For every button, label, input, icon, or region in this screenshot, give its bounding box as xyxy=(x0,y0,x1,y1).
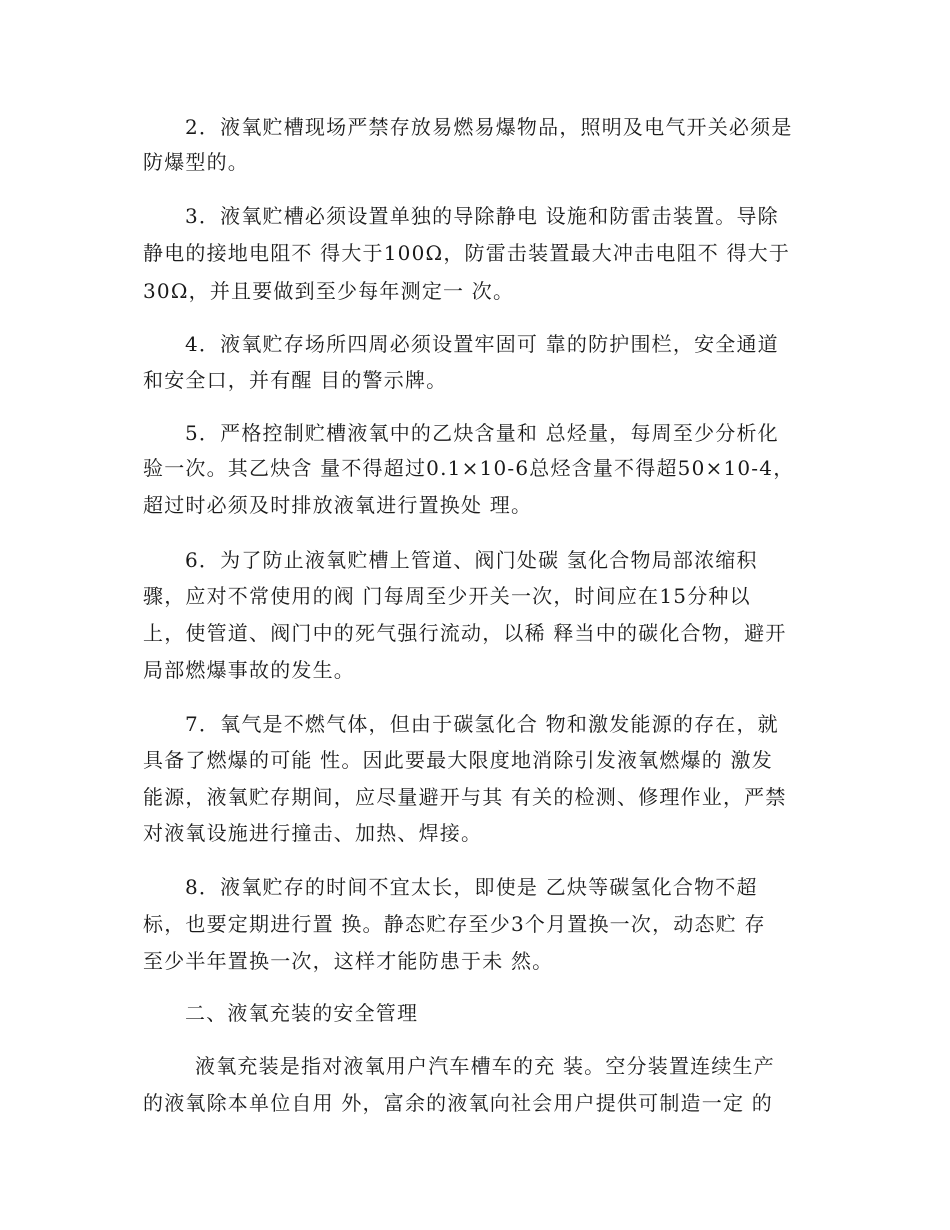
text-line: 7．氧气是不燃气体，但由于碳氢化合 物和激发能源的存在，就 xyxy=(185,712,779,736)
text-line: 3．液氧贮槽必须设置单独的导除静电 设施和防雷击装置。导除 xyxy=(185,204,779,228)
text-line: 骤，应对不常使用的阀 门每周至少开关一次，时间应在15分种以 xyxy=(143,584,751,608)
text-line: 液氧充装是指对液氧用户汽车槽车的充 装。空分装置连续生产 xyxy=(195,1054,775,1078)
text-line: 上，使管道、阀门中的死气强行流动，以稀 释当中的碳化合物，避开 xyxy=(143,621,787,645)
text-line: 4．液氧贮存场所四周必须设置牢固可 靠的防护围栏，安全通道 xyxy=(185,332,779,356)
text-line: 标，也要定期进行置 换。静态贮存至少3个月置换一次，动态贮 存 xyxy=(143,912,766,936)
text-line: 8．液氧贮存的时间不宜太长，即使是 乙炔等碳氢化合物不超 xyxy=(185,875,758,899)
text-line: 的液氧除本单位自用 外，富余的液氧向社会用户提供可制造一定 的 xyxy=(143,1091,773,1115)
text-line: 5．严格控制贮槽液氧中的乙炔含量和 总烃量，每周至少分析化 xyxy=(185,421,779,445)
text-line: 静电的接地电阻不 得大于100Ω，防雷击装置最大冲击电阻不 得大于 xyxy=(143,241,791,265)
text-line: 验一次。其乙炔含 量不得超过0.1×10-6总烃含量不得超50×10-4， xyxy=(143,456,795,480)
text-line: 和安全口，并有醒 目的警示牌。 xyxy=(143,368,448,392)
text-line: 2．液氧贮槽现场严禁存放易燃易爆物品，照明及电气开关必须是 xyxy=(185,115,793,139)
text-line: 对液氧设施进行撞击、加热、焊接。 xyxy=(143,821,483,845)
text-line: 能源，液氧贮存期间，应尽量避开与其 有关的检测、修理作业，严禁 xyxy=(143,785,787,809)
text-line: 局部燃爆事故的发生。 xyxy=(143,658,355,682)
text-line: 具备了燃爆的可能 性。因此要最大限度地消除引发液氧燃爆的 激发 xyxy=(143,748,773,772)
text-line: 至少半年置换一次，这样才能防患于未 然。 xyxy=(143,949,554,973)
text-line: 超过时必须及时排放液氧进行置换处 理。 xyxy=(143,493,533,517)
section-heading: 二、液氧充装的安全管理 xyxy=(185,1001,419,1025)
text-line: 30Ω，并且要做到至少每年测定一 次。 xyxy=(143,279,515,303)
text-line: 6．为了防止液氧贮槽上管道、阀门处碳 氢化合物局部浓缩积 xyxy=(185,548,758,572)
text-line: 防爆型的。 xyxy=(143,150,249,174)
